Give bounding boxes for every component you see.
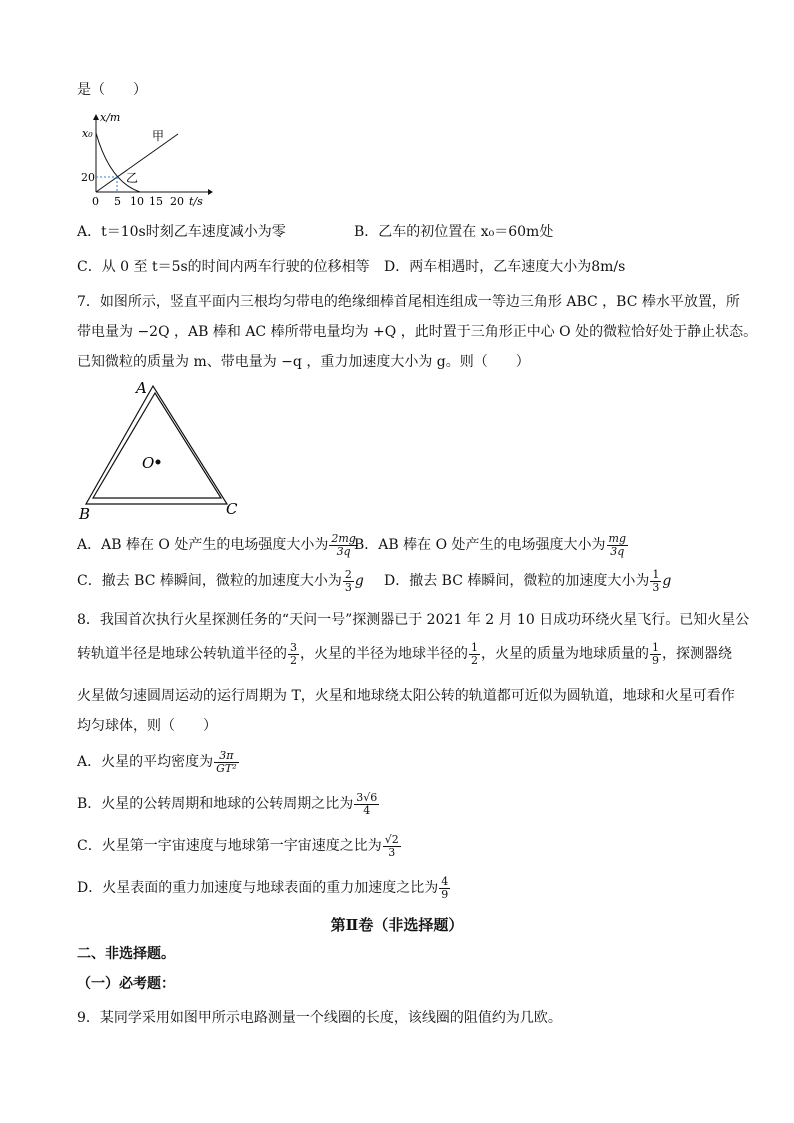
- y-axis-arrow: [93, 114, 99, 120]
- q7-line-3: 已知微粒的质量为 m、带电量为 −q ，重力加速度大小为 g。则（ ）: [77, 354, 530, 370]
- fraction: $\frac{3}{2}$: [290, 640, 297, 667]
- q8-line-2: 转轨道半径是地球公转轨道半径的 $\frac{3}{2}$ ，火星的半径为地球半径的 $\frac{1}{2}$ ，火星的质量为地球质量的 $\frac{1}{9}$ ，探测器绕: [77, 640, 732, 667]
- triangle-outer: [86, 386, 227, 504]
- fraction: $\frac{1}{3}$: [652, 567, 660, 594]
- q8-line-3: 火星做匀速圆周运动的运行周期为 T，火星和地球绕太阳公转的轨道都可近似为圆轨道，地球和火星可看作: [77, 688, 735, 704]
- vertex-label-c: C: [226, 500, 238, 518]
- fraction: $\frac{2mg}{3q}$: [331, 531, 356, 558]
- fraction: $\frac{mg}{3q}$: [608, 531, 626, 558]
- q7-line-2: 带电量为 −2Q ，AB 棒和 AC 棒所带电量均为 +Q ，此时置于三角形正中心 O 处的微粒恰好处于静止状态。: [77, 324, 758, 340]
- q6-option-d: D．两车相遇时，乙车速度大小为8m/s: [384, 259, 626, 275]
- q6-option-c: C．从 0 至 t＝5s的时间内两车行驶的位移相等: [77, 259, 370, 275]
- fraction: $\frac{3\pi}{\text{GT²}}$: [216, 748, 237, 775]
- x-tick-15: 15: [149, 195, 163, 208]
- q9-stem: 9．某同学采用如图甲所示电路测量一个线圈的长度，该线圈的阻值约为几欧。: [77, 1010, 562, 1026]
- q6-option-b: B．乙车的初位置在 x₀＝60m处: [354, 224, 554, 240]
- question-stem-tail: 是（ ）: [77, 82, 147, 98]
- x-tick-5: 5: [114, 195, 121, 208]
- label-yi: 乙: [126, 171, 139, 185]
- q7-option-b: B．AB 棒在 O 处产生的电场强度大小为 $\frac{mg}{3q}$: [354, 531, 626, 558]
- q8-option-b: B．火星的公转周期和地球的公转周期之比为 $\frac{3√6}{4}$: [77, 790, 378, 817]
- x-axis-arrow: [208, 189, 213, 195]
- q7-option-a: A．AB 棒在 O 处产生的电场强度大小为 $\frac{2mg}{3q}$: [77, 531, 356, 558]
- y-tick-20: 20: [81, 171, 95, 184]
- x-axis-label: t/s: [189, 195, 203, 208]
- fraction: $\frac{1}{2}$: [471, 640, 478, 667]
- y-tick-x0: x₀: [82, 127, 93, 140]
- q7-option-d: D．撤去 BC 棒瞬间，微粒的加速度大小为 $\frac{1}{3}$ g: [384, 567, 672, 594]
- fraction: $\frac{4}{9}$: [441, 874, 449, 901]
- triangle-diagram: [76, 378, 246, 523]
- xt-graph: [80, 110, 215, 210]
- fraction: $\frac{3√6}{4}$: [356, 790, 378, 817]
- x-tick-20: 20: [170, 195, 184, 208]
- q8-option-a: A．火星的平均密度为 $\frac{3\pi}{\text{GT²}}$: [77, 748, 237, 775]
- center-point-o: [156, 460, 161, 465]
- q8-line-4: 均匀球体，则（ ）: [77, 718, 217, 734]
- section-title: 第Ⅱ卷（非选择题）: [330, 916, 464, 934]
- x-tick-10: 10: [130, 195, 144, 208]
- q8-line-1: 8．我国首次执行火星探测任务的“天问一号”探测器已于 2021 年 2 月 10 日成功环绕火星飞行。已知火星公: [77, 612, 750, 628]
- q8-option-d: D．火星表面的重力加速度与地球表面的重力加速度之比为 $\frac{4}{9}$: [77, 874, 449, 901]
- q7-line-1: 7．如图所示，竖直平面内三根均匀带电的绝缘细棒首尾相连组成一等边三角形 ABC ，BC 棒水平放置，所: [77, 294, 740, 310]
- vertex-label-b: B: [79, 505, 91, 523]
- center-label-o: O: [142, 454, 155, 472]
- vertex-label-a: A: [136, 379, 147, 397]
- section-heading: 二、非选择题。: [77, 946, 175, 962]
- fraction: $\frac{√2}{3}$: [384, 832, 399, 859]
- origin-label: 0: [92, 195, 99, 208]
- triangle-inner: [93, 393, 221, 498]
- label-jia: 甲: [152, 129, 165, 143]
- y-axis-label: x/m: [100, 111, 121, 124]
- q6-option-a: A．t＝10s时刻乙车速度减小为零: [77, 224, 286, 240]
- fraction: $\frac{1}{9}$: [652, 640, 659, 667]
- section-subheading: （一）必考题：: [77, 976, 175, 992]
- fraction: $\frac{2}{3}$: [344, 567, 352, 594]
- q8-option-c: C．火星第一宇宙速度与地球第一宇宙速度之比为 $\frac{√2}{3}$: [77, 832, 399, 859]
- q7-option-c: C．撤去 BC 棒瞬间，微粒的加速度大小为 $\frac{2}{3}$ g: [77, 567, 364, 594]
